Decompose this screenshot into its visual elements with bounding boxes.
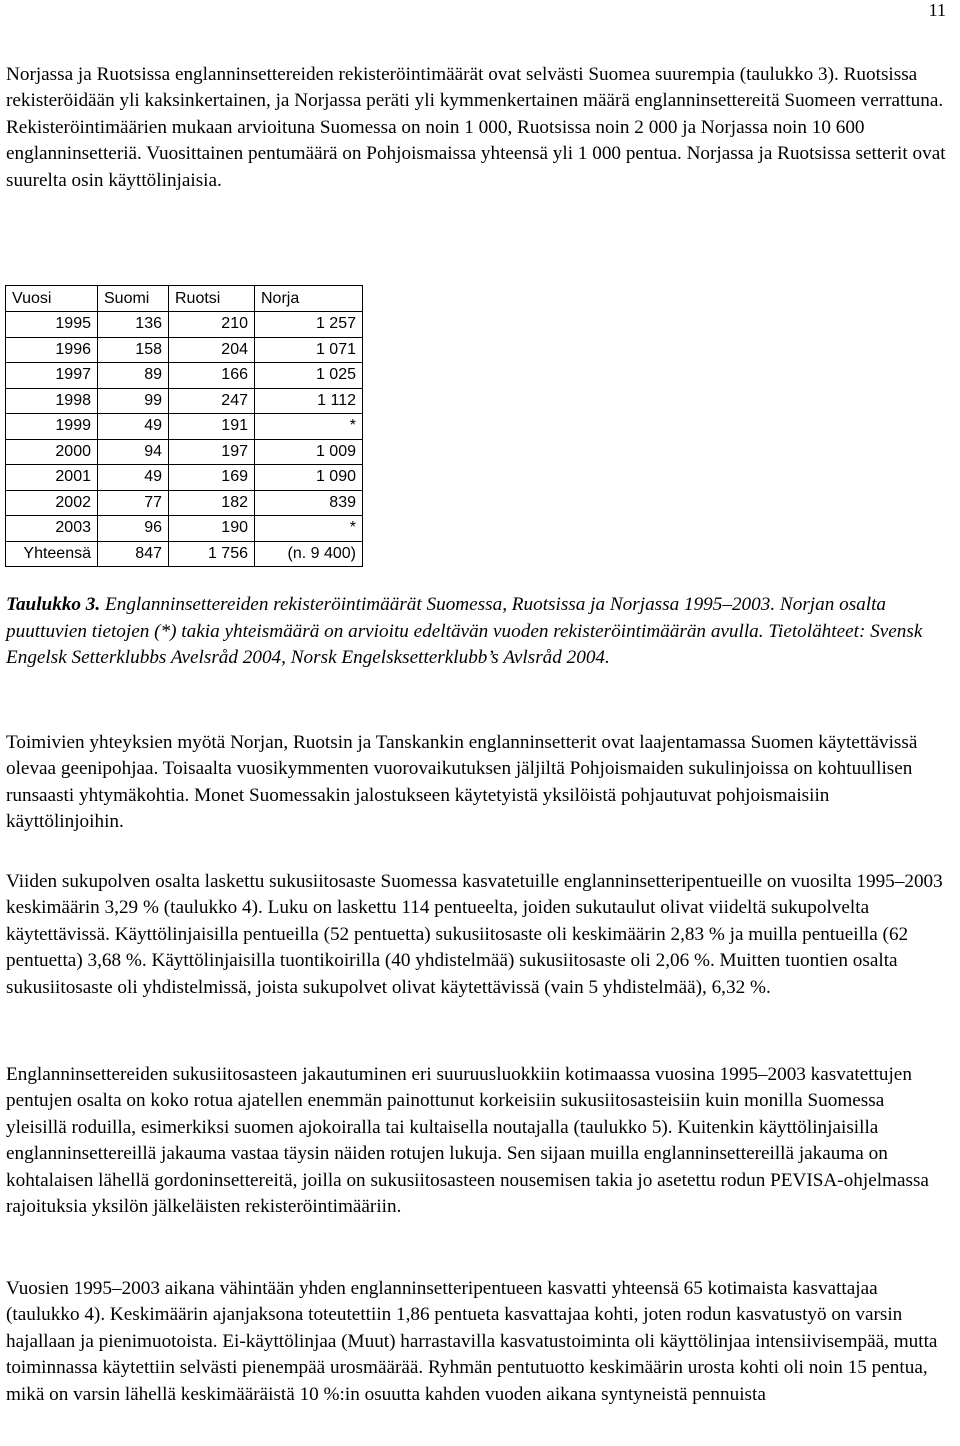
cell-sweden: 182 xyxy=(169,490,255,516)
body-paragraph: Toimivien yhteyksien myötä Norjan, Ruotsin ja Tanskankin englanninsetterit ovat laajentamassa Suomen käytettävissä olevaa geenipohjaa. Toisaalta vuosikymmenten vuorovaikutuksen jäljiltä Pohjoismaiden sukulinjoissa on kohtuullisen runsaasti yhtymäkohtia. Monet Suomessakin jalostukseen käytetyistä yksilöistä pohjautuvat pohjoismaisiin käyttölinjoihin. xyxy=(6,732,918,833)
cell-sweden: 197 xyxy=(169,439,255,465)
cell-sweden: 190 xyxy=(169,516,255,542)
body-paragraph: Viiden sukupolven osalta laskettu sukusiitosaste Suomessa kasvatetuille englanninsetteripentueille on vuosilta 1995–2003 keskimäärin 3,29 % (taulukko 4). Luku on laskettu 114 pentueelta, joiden sukutaulut olivat viideltä sukupolvelta käytettävissä. Käyttölinjaisilla pentueilla (52 pentuetta) sukusiitosaste oli keskimäärin 2,83 % ja muilla pentueilla (62 pentuetta) 3,68 %. Käyttölinjaisilla tuontikoirilla (40 yhdistelmää) sukusiitosaste oli 2,06 %. Muitten tuontien osalta sukusiitosaste oli yhdistelmissä, joista sukupolvet olivat käytettävissä (vain 5 yhdistelmää), 6,32 %. xyxy=(6,871,943,998)
table-row xyxy=(6,490,363,516)
cell-finland: 99 xyxy=(98,388,169,414)
cell-year: 2003 xyxy=(6,516,98,542)
table-row xyxy=(6,363,363,389)
cell-norway: 839 xyxy=(255,490,363,516)
registration-table xyxy=(5,285,363,567)
header-norway: Norja xyxy=(255,286,363,312)
cell-finland: 77 xyxy=(98,490,169,516)
cell-finland: 49 xyxy=(98,465,169,491)
cell-norway: * xyxy=(255,414,363,440)
table-total-row xyxy=(6,541,363,567)
table-row xyxy=(6,312,363,338)
cell-finland: 158 xyxy=(98,337,169,363)
cell-sweden: 210 xyxy=(169,312,255,338)
cell-year: 1998 xyxy=(6,388,98,414)
cell-year: 2001 xyxy=(6,465,98,491)
cell-year: 2002 xyxy=(6,490,98,516)
cell-finland: 847 xyxy=(98,541,169,567)
header-finland: Suomi xyxy=(98,286,169,312)
cell-sweden: 191 xyxy=(169,414,255,440)
table-row xyxy=(6,439,363,465)
body-paragraph: Vuosien 1995–2003 aikana vähintään yhden englanninsetteripentueen kasvatti yhteensä 65 kotimaista kasvattajaa (taulukko 4). Keskimäärin ajanjaksona toteutettiin 1,86 pentueta kasvattajaa kohti, joten rodun kasvatustyö on varsin hajallaan ja pienimuotoista. Ei-käyttölinjaa (Muut) harrastavilla kasvatustoiminta oli käyttölinjaa intensiivisempää, mutta toiminnassa käytettiin selvästi pienempää urosmäärää. Ryhmän pentutuotto keskimäärin urosta kohti oli noin 15 pentua, mikä on varsin lähellä keskimääräistä 10 %:in osuutta kahden vuoden aikana syntyneistä pennuista xyxy=(6,1278,938,1405)
cell-sweden: 247 xyxy=(169,388,255,414)
cell-finland: 94 xyxy=(98,439,169,465)
cell-finland: 49 xyxy=(98,414,169,440)
cell-norway: 1 090 xyxy=(255,465,363,491)
table-row xyxy=(6,465,363,491)
cell-norway: 1 009 xyxy=(255,439,363,465)
cell-sweden: 204 xyxy=(169,337,255,363)
cell-year: 1997 xyxy=(6,363,98,389)
intro-paragraph: Norjassa ja Ruotsissa englanninsettereiden rekisteröintimäärät ovat selvästi Suomea suurempia (taulukko 3). Ruotsissa rekisteröidään yli kaksinkertainen, ja Norjassa peräti yli kymmenkertainen määrä englanninsettereitä Suomeen verrattuna. Rekisteröintimäärien mukaan arvioituna Suomessa on noin 1 000, Ruotsissa noin 2 000 ja Norjassa noin 10 600 englanninsetteriä. Vuosittainen pentumäärä on Pohjoismaissa yhteensä yli 1 000 pentua. Norjassa ja Ruotsissa setterit ovat suurelta osin käyttölinjaisia. xyxy=(6,64,946,191)
cell-year: 2000 xyxy=(6,439,98,465)
header-sweden: Ruotsi xyxy=(169,286,255,312)
cell-norway: 1 257 xyxy=(255,312,363,338)
cell-year: 1999 xyxy=(6,414,98,440)
table-row xyxy=(6,337,363,363)
table-row xyxy=(6,414,363,440)
cell-norway: * xyxy=(255,516,363,542)
cell-norway: 1 025 xyxy=(255,363,363,389)
cell-finland: 136 xyxy=(98,312,169,338)
cell-norway: (n. 9 400) xyxy=(255,541,363,567)
table-row xyxy=(6,388,363,414)
table-header-row xyxy=(6,286,363,312)
caption-label: Taulukko 3. xyxy=(6,594,101,615)
table-row xyxy=(6,516,363,542)
header-year: Vuosi xyxy=(6,286,98,312)
cell-norway: 1 071 xyxy=(255,337,363,363)
cell-sweden: 166 xyxy=(169,363,255,389)
table-caption xyxy=(6,592,941,672)
caption-text: Englanninsettereiden rekisteröintimäärät Suomessa, Ruotsissa ja Norjassa 1995–2003. Norjan osalta puuttuvien tietojen (*) takia yhteismäärä on arvioitu edeltävän vuoden rekisteröintimäärän avulla. Tietolähteet: Svensk Engelsk Setterklubbs Avelsråd 2004, Norsk Engelsksetterklubb’s Avlsråd 2004. xyxy=(6,594,923,668)
page-number: 11 xyxy=(928,0,946,20)
cell-finland: 89 xyxy=(98,363,169,389)
cell-sweden: 169 xyxy=(169,465,255,491)
cell-sweden: 1 756 xyxy=(169,541,255,567)
cell-year: Yhteensä xyxy=(6,541,98,567)
cell-finland: 96 xyxy=(98,516,169,542)
cell-year: 1996 xyxy=(6,337,98,363)
body-paragraph: Englanninsettereiden sukusiitosasteen jakautuminen eri suuruusluokkiin kotimaassa vuosina 1995–2003 kasvatettujen pentujen osalta on koko rotua ajatellen enemmän painottunut korkeisiin sukusiitosasteisiin kuin monilla Suomessa yleisillä roduilla, esimerkiksi suomen ajokoiralla tai kultaisella noutajalla (taulukko 5). Kuitenkin käyttölinjaisilla englanninsettereillä jakauma vastaa täysin näiden rotujen lukuja. Sen sijaan muilla englanninsettereillä jakauma on kohtalaisen lähellä gordoninsettereitä, joilla on sukusiitosasteen nousemisen takia jo asetettu rodun PEVISA-ohjelmassa rajoituksia yksilön jälkeläisten rekisteröintimääriin. xyxy=(6,1064,929,1218)
cell-norway: 1 112 xyxy=(255,388,363,414)
cell-year: 1995 xyxy=(6,312,98,338)
